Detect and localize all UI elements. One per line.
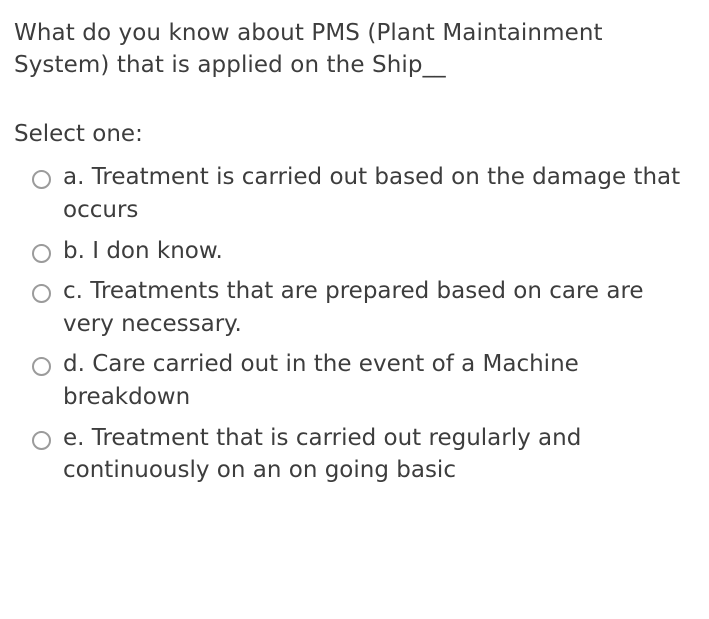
question-text: What do you know about PMS (Plant Maintainment System) that is applied on the Ship__ bbox=[14, 20, 603, 78]
answer-option-e-label bbox=[63, 422, 699, 487]
radio-button-icon-b[interactable] bbox=[32, 244, 51, 263]
radio-button-icon-a[interactable] bbox=[32, 170, 51, 189]
select-one-label: Select one: bbox=[14, 121, 143, 148]
answer-option-d-text: Care carried out in the event of a Machine breakdown bbox=[63, 351, 579, 411]
answer-option-d[interactable] bbox=[14, 348, 699, 413]
answer-option-d-letter: d. bbox=[63, 351, 85, 378]
radio-button-icon-c[interactable] bbox=[32, 284, 51, 303]
answer-option-a-text: Treatment is carried out based on the damage that occurs bbox=[63, 164, 681, 223]
answer-option-e[interactable] bbox=[14, 422, 699, 487]
answer-option-b-letter: b. bbox=[63, 237, 85, 264]
answer-option-d-label bbox=[63, 348, 699, 413]
radio-button-icon-d[interactable] bbox=[32, 357, 51, 376]
answer-option-a[interactable] bbox=[14, 161, 699, 226]
answer-option-b[interactable] bbox=[14, 235, 699, 268]
answer-option-a-letter: a. bbox=[63, 164, 85, 191]
answer-option-a-label bbox=[63, 161, 699, 226]
answer-option-c-label bbox=[63, 275, 699, 340]
answer-option-c[interactable] bbox=[14, 275, 699, 340]
radio-button-icon-e[interactable] bbox=[32, 431, 51, 450]
answer-option-c-text: Treatments that are prepared based on care are very necessary. bbox=[63, 278, 644, 337]
answer-option-e-text: Treatment that is carried out regularly and continuously on an on going basic bbox=[63, 424, 582, 484]
answer-option-b-label bbox=[63, 235, 223, 268]
answer-option-c-letter: c. bbox=[63, 278, 83, 305]
answer-option-b-text: I don know. bbox=[92, 237, 223, 264]
answer-options-list bbox=[14, 161, 699, 487]
answer-option-e-letter: e. bbox=[63, 424, 85, 451]
